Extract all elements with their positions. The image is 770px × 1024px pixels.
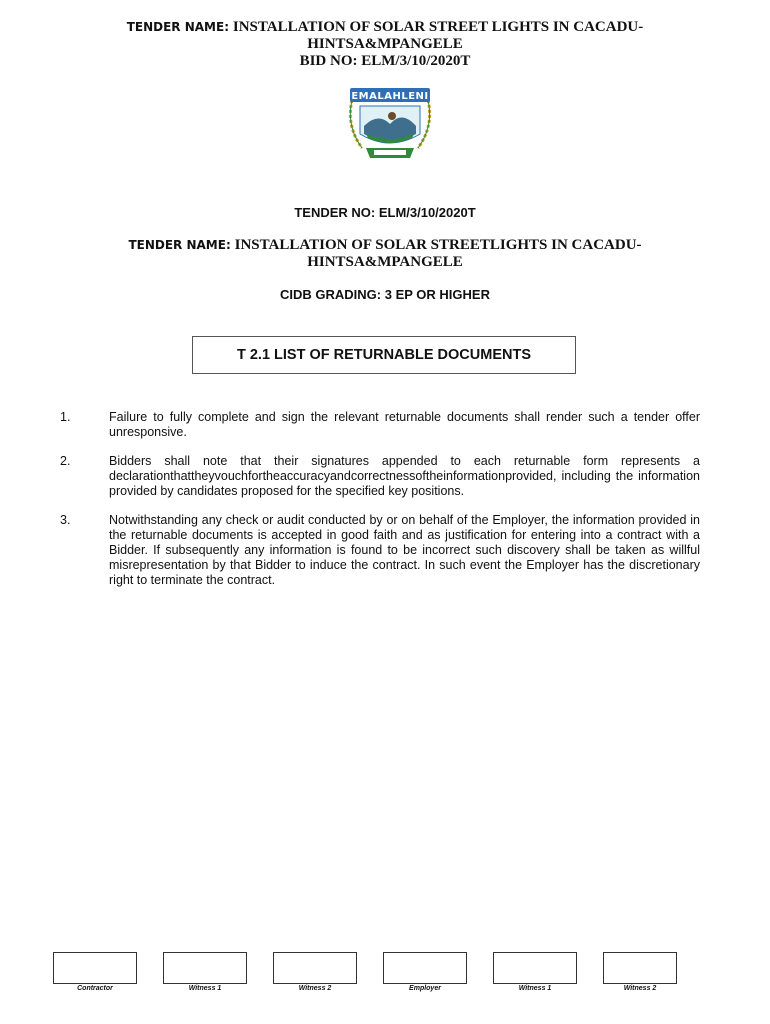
returnable-conditions-list (60, 410, 700, 602)
item-text: Notwithstanding any check or audit conducted by or on behalf of the Employer, the information provided in the returnable documents is accepted in good faith and as justification for entering into a contract with a Bidder. If subsequently any information is found to be incorrect such discovery shall be taken as willful misrepresentation by that Bidder to induce the contract. In such event the Employer has the discretionary right to terminate the contract. (109, 513, 700, 587)
signature-box[interactable] (493, 952, 577, 984)
document-header (0, 18, 770, 70)
item-text: Failure to fully complete and sign the relevant returnable documents shall render such a tender offer unresponsive. (109, 410, 700, 439)
tender-number: TENDER NO: ELM/3/10/2020T (294, 205, 476, 220)
item-text: Bidders shall note that their signatures appended to each returnable form represents a declarationthattheyvouchfortheaccuracyandcorrectnessoftheinformationprovided, including the information provided by candidates proposed for the specified key positions. (109, 454, 700, 498)
signature-label: Employer (409, 985, 441, 992)
signature-witness-2 (273, 952, 357, 992)
item-number: 2. (60, 454, 71, 468)
signature-witness-1 (163, 952, 247, 992)
list-item (60, 410, 700, 440)
signature-label: Contractor (77, 985, 113, 992)
list-item (60, 454, 700, 499)
signature-witness-1-employer (493, 952, 577, 992)
bid-number: BID NO: ELM/3/10/2020T (299, 53, 471, 69)
svg-text:EMALAHLENI: EMALAHLENI (351, 91, 429, 102)
item-number: 1. (60, 410, 71, 424)
signature-box[interactable] (53, 952, 137, 984)
tender-name-label: TENDER NAME: (128, 238, 231, 252)
signature-label: Witness 1 (518, 985, 552, 992)
signature-label: Witness 1 (188, 985, 222, 992)
signature-employer (383, 952, 467, 992)
tender-name-block (0, 236, 770, 271)
signature-box[interactable] (603, 952, 677, 984)
tender-name-label: TENDER NAME: (126, 20, 229, 34)
municipality-logo (342, 86, 438, 166)
signature-box[interactable] (383, 952, 467, 984)
tender-name-text: INSTALLATION OF SOLAR STREETLIGHTS IN CACADU- (234, 237, 642, 253)
list-item (60, 513, 700, 588)
tender-name-line2: HINTSA&MPANGELE (307, 36, 463, 52)
signature-label: Witness 2 (298, 985, 332, 992)
cidb-grading: CIDB GRADING: 3 EP OR HIGHER (280, 287, 490, 302)
signature-box[interactable] (163, 952, 247, 984)
signature-contractor (53, 952, 137, 992)
tender-name-line2: HINTSA&MPANGELE (307, 254, 463, 270)
signature-row (0, 952, 770, 1002)
tender-name-line (0, 18, 770, 36)
signature-box[interactable] (273, 952, 357, 984)
signature-witness-2-employer (603, 952, 677, 992)
section-title: T 2.1 LIST OF RETURNABLE DOCUMENTS (236, 347, 532, 363)
tender-name-text: INSTALLATION OF SOLAR STREET LIGHTS IN CACADU- (232, 19, 644, 35)
signature-label: Witness 2 (623, 985, 657, 992)
item-number: 3. (60, 513, 71, 527)
section-title-box (192, 336, 576, 374)
